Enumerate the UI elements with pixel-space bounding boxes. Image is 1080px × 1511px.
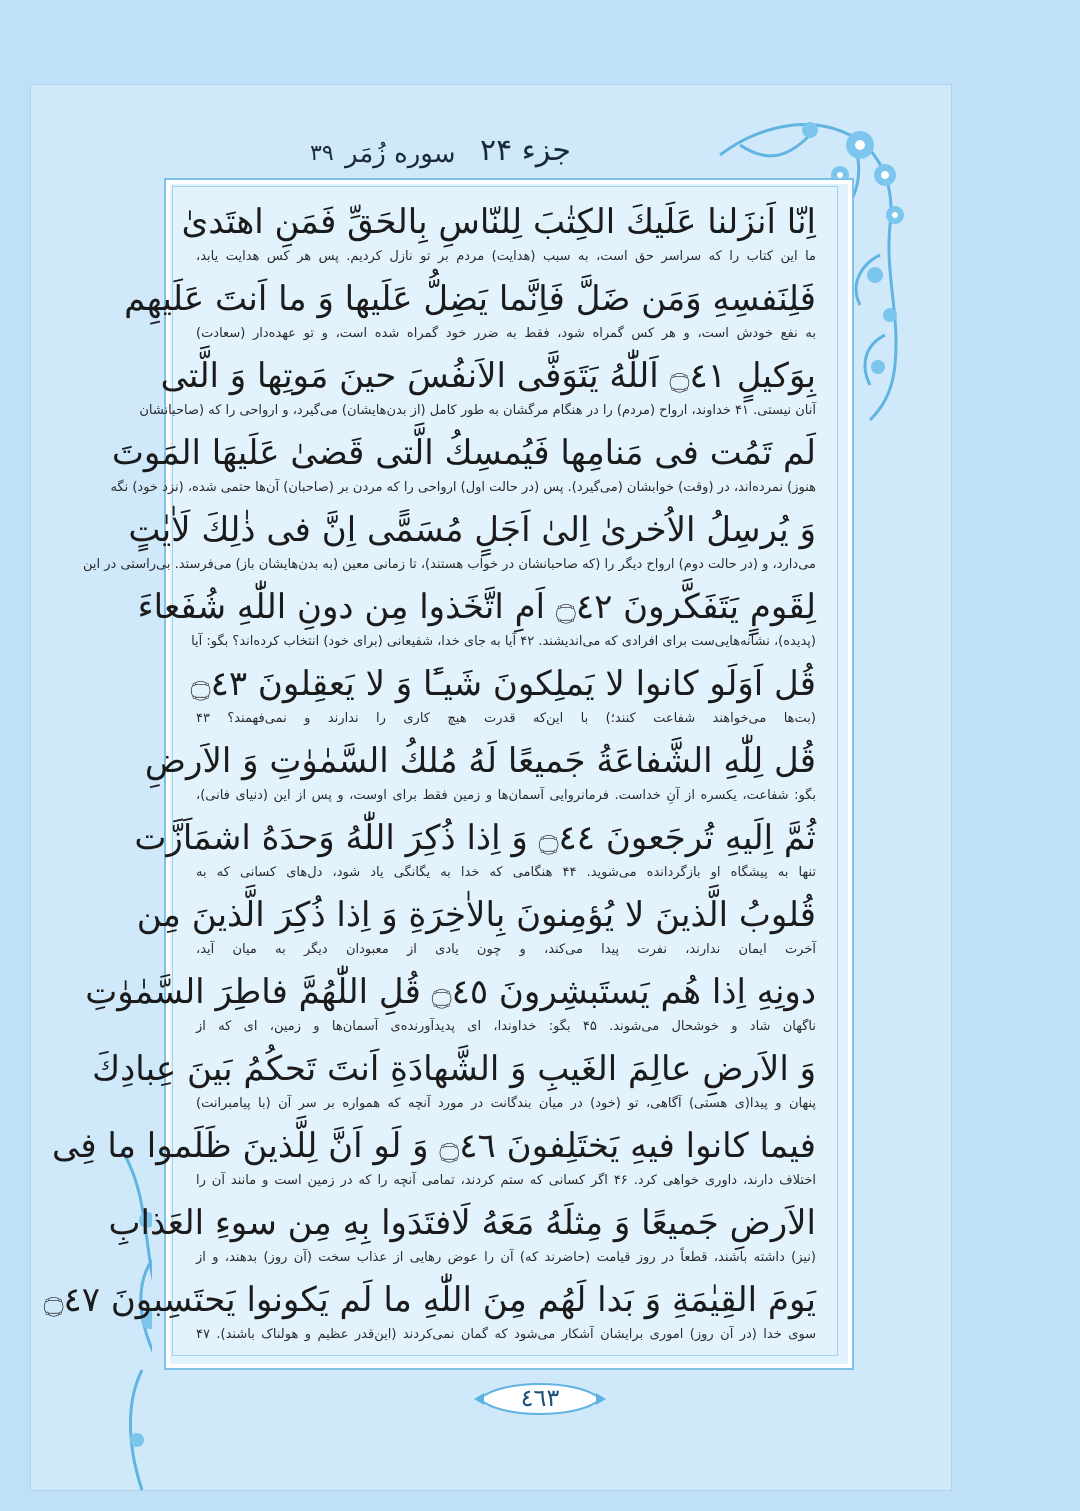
arabic-text: بِوَكيلٍ ۝٤١ اَللّٰهُ يَتَوَفَّى الاَنفُسَ حينَ مَوتِها وَ الَّتى [160,356,816,396]
verse-line [110,427,816,497]
persian-translation: ما این کتاب را که سراسر حق است، به سبب (هدایت) مردم بر تو نازل کردیم. پس هر کس هدایت یابد، [196,249,816,264]
arabic-text: اِنّا اَنزَلنا عَلَيكَ الكِتٰبَ لِلنّاسِ بِالحَقِّ فَمَنِ اهتَدىٰ [181,202,816,242]
persian-translation: آنان نیستی. ۴۱ خداوند، ارواح (مردم) را در هنگام مرگشان به طور کامل (از بدن‌هایشان) می‌گیرد، و ارواحی را که (صاحبانشان [139,403,816,418]
persian-translation: ناگهان شاد و خوشحال می‌شوند. ۴۵ بگو: خداوندا، ای پدیدآورنده‌ی آسمان‌ها و زمین، ای که از [196,1019,816,1034]
verse-line [190,658,816,728]
persian-translation: آخرت ایمان ندارند، نفرت پیدا می‌کند، و چون یادی از معبودان دیگر به میان آید، [196,942,816,957]
juz-label: جزء ۲۴ [480,133,571,168]
surah-label: سوره زُمَر [345,139,456,169]
arabic-text: الاَرضِ جَميعًا وَ مِثلَهُ مَعَهُ لَافتَدَوا بِهِ مِن سوءِ العَذابِ [108,1203,816,1243]
arabic-text: ثُمَّ اِلَيهِ تُرجَعونَ ۝٤٤ وَ اِذا ذُكِرَ اللّٰهُ وَحدَهُ اشمَاَزَّت [134,818,816,858]
persian-translation: (نیز) داشته باشند، قطعاً در روز قیامت (حاضرند که) آن را عوض رهایی از عذاب سخت (آن روز) بدهند، و از [196,1250,816,1265]
verse-line [139,350,816,420]
verse-line [144,735,816,805]
verse-line [134,812,816,882]
persian-translation: تنها به پیشگاه او بازگردانده می‌شوید. ۴۴ هنگامی که خدا به یگانگی یاد شود، دل‌های کسانی که به [196,865,816,880]
verse-line [82,504,816,574]
persian-translation: اختلاف دارند، داوری خواهی کرد. ۴۶ اگر کسانی که ستم کردند، تمامی آنچه را که در زمین است و مانند آن را [196,1173,816,1188]
persian-translation: (بت‌ها می‌خواهند شفاعت کنند؛) با این‌که قدرت هیچ کاری را ندارند و نمی‌فهمند؟ ۴۳ [196,711,816,726]
persian-translation: هنوز) نمرده‌اند، در (وقت) خوابشان (می‌گیرد). پس (در حالت اول) ارواحی را که مردن بر (صاحبان) آن‌ها حتمی شده، (نزد خود) نگه [110,480,816,495]
page-number-badge [470,1375,610,1423]
arabic-text: قُلوبُ الَّذينَ لا يُؤمِنونَ بِالاٰخِرَةِ وَ اِذا ذُكِرَ الَّذينَ مِن [136,895,816,935]
persian-translation: می‌دارد، و (در حالت دوم) ارواح دیگر را (که صاحبانشان در خواب هستند)، تا زمانی معین (به بدن‌هایشان باز) می‌فرستد. بی‌راستی در این [82,557,816,572]
persian-translation: بگو: شفاعت، یکسره از آنِ خداست. فرمانروایی آسمان‌ها و زمین فقط برای اوست، و پس از این (دنیای فانی)، [196,788,816,803]
surah-number: ۳۹ [310,141,334,166]
persian-translation: (پدیده)، نشانه‌هایی‌ست برای افرادی که می‌اندیشند. ۴۲ آیا به جای خدا، شفیعانی (برای خود) انتخاب کرده‌اند؟ بگو: آیا [191,634,816,649]
verse-line [108,1197,816,1267]
arabic-text: دونِهِ اِذا هُم يَستَبشِرونَ ۝٤٥ قُلِ اللّٰهُمَّ فاطِرَ السَّمٰوٰتِ [85,972,816,1012]
arabic-text: وَ يُرسِلُ الاُخرىٰ اِلىٰ اَجَلٍ مُسَمًّى اِنَّ فى ذٰلِكَ لَاٰيٰتٍ [128,510,816,550]
arabic-text: يَومَ القِيٰمَةِ وَ بَدا لَهُم مِنَ اللّٰهِ ما لَم يَكونوا يَحتَسِبونَ ۝٤٧ [43,1280,816,1320]
verse-line [92,1043,816,1113]
arabic-text: فَلِنَفسِهِ وَمَن ضَلَّ فَاِنَّما يَضِلُّ عَلَيها وَ ما اَنتَ عَلَيهِم [124,279,816,319]
verse-lines [43,196,816,1356]
arabic-text: قُل لِلّٰهِ الشَّفاعَةُ جَميعًا لَهُ مُلكُ السَّمٰوٰتِ وَ الاَرضِ [144,741,816,781]
page-number: ٤٦٣ [520,1384,560,1412]
verse-line [181,196,816,266]
persian-translation: سوی خدا (در آن روز) اموری برایشان آشکار می‌شود که گمان نمی‌کردند (این‌قدر عظیم و هولناک باشند). ۴۷ [196,1327,816,1342]
arabic-text: لَم تَمُت فى مَنامِها فَيُمسِكُ الَّتى قَضىٰ عَلَيهَا المَوتَ [111,433,816,473]
arabic-text: فيما كانوا فيهِ يَختَلِفونَ ۝٤٦ وَ لَو اَنَّ لِلَّذينَ ظَلَموا ما فِى [51,1126,816,1166]
verse-line [43,1274,816,1344]
arabic-text: لِقَومٍ يَتَفَكَّرونَ ۝٤٢ اَمِ اتَّخَذوا مِن دونِ اللّٰهِ شُفَعاءَ [137,587,816,627]
arabic-text: وَ الاَرضِ عالِمَ الغَيبِ وَ الشَّهادَةِ اَنتَ تَحكُمُ بَينَ عِبادِكَ [92,1049,816,1089]
verse-line [136,889,816,959]
verse-line [85,966,816,1036]
persian-translation: پنهان و پیدا(ی هستی) آگاهی، تو (خود) در میان بندگانت در مورد آنچه که همواره بر سر آن (با پیامبرانت) [196,1096,816,1111]
page-header [0,125,1080,185]
arabic-text: قُل اَوَلَو كانوا لا يَملِكونَ شَيـًٔا وَ لا يَعقِلونَ ۝٤٣ [190,664,816,704]
verse-line [124,273,816,343]
verse-line [137,581,816,651]
persian-translation: به نفع خودش است، و هر کس گمراه شود، فقط به ضرر خود گمراه شده است، و تو عهده‌دار (سعادت) [196,326,816,341]
verse-line [51,1120,816,1190]
